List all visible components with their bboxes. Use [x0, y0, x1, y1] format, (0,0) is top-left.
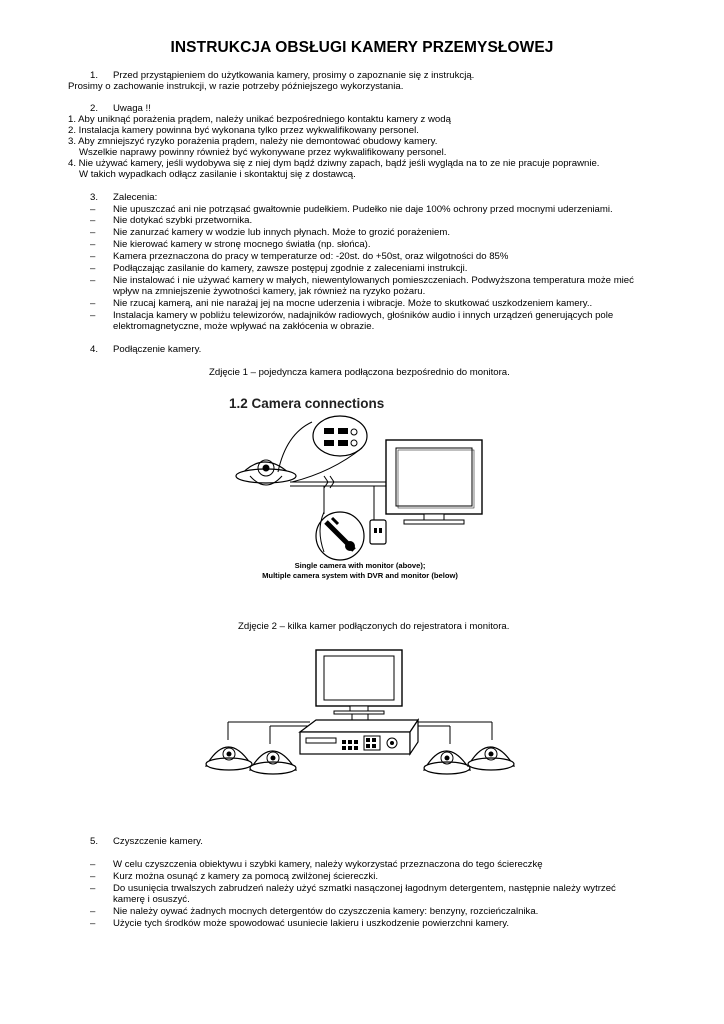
- warning-item: 2. Instalacja kamery powinna być wykonana tylko przez wykwalifikowany personel.: [68, 125, 419, 136]
- bullet-dash: –: [90, 310, 96, 321]
- cleaning-item: W celu czyszczenia obiektywu i szybki kamery, należy wykorzystać przeznaczona do tego ściereczkę: [113, 859, 543, 870]
- recommendation-item: Instalacja kamery w pobliżu telewizorów, nadajników radiowych, głośników audio i innych urządzeń generujących pole: [113, 310, 614, 321]
- dome-camera-icon: [236, 460, 296, 485]
- section-1-number: 1.: [90, 70, 99, 81]
- monitor-icon: [316, 650, 402, 714]
- warning-item: 4. Nie używać kamery, jeśli wydobywa się z niej dym bądź dziwny zapach, bądź jeśli wygląda na to ze nie pracuje poprawnie.: [68, 158, 600, 169]
- bullet-dash: –: [90, 263, 96, 274]
- bullet-dash: –: [90, 215, 96, 226]
- recommendation-item: Nie dotykać szybki przetwornika.: [113, 215, 253, 226]
- dome-camera-icon: [250, 751, 296, 774]
- figure-1-heading: 1.2 Camera connections: [229, 396, 385, 411]
- camera-connection-diagram: [220, 390, 500, 590]
- dome-camera-icon: [206, 747, 252, 770]
- cleaning-item: Nie należy oywać żadnych mocnych detergentów do czyszczenia kamery: benzyny, rozcieńczalnika.: [113, 906, 539, 917]
- section-3-heading: Zalecenia:: [113, 192, 158, 203]
- section-1-line-2: Prosimy o zachowanie instrukcji, w razie potrzeby późniejszego wykorzystania.: [68, 81, 404, 92]
- bullet-dash: –: [90, 298, 96, 309]
- section-2-heading: Uwaga !!: [113, 103, 151, 114]
- section-3-number: 3.: [90, 192, 99, 203]
- warning-item-continuation: W takich wypadkach odłącz zasilanie i skontaktuj się z dostawcą.: [79, 169, 356, 180]
- recommendation-item-continuation: wpływ na zmniejszenie żywotności kamery, jak również na ryzyko pożaru.: [113, 286, 426, 297]
- photo-1-caption: Zdjęcie 1 – pojedyncza kamera podłączona bezpośrednio do monitora.: [209, 367, 510, 378]
- bullet-dash: –: [90, 275, 96, 286]
- bullet-dash: –: [90, 227, 96, 238]
- bullet-dash: –: [90, 239, 96, 250]
- monitor-icon: [386, 440, 482, 524]
- recommendation-item: Nie instalować i nie używać kamery w małych, niewentylowanych pomieszczeniach. Podwyższona temperatura może mieć: [113, 275, 634, 286]
- section-4-heading: Podłączenie kamery.: [113, 344, 202, 355]
- page-title: INSTRUKCJA OBSŁUGI KAMERY PRZEMYSŁOWEJ: [170, 39, 554, 56]
- recommendation-item: Nie kierować kamery w stronę mocnego światła (np. słońca).: [113, 239, 371, 250]
- figure-single-camera-connection: [220, 390, 500, 590]
- recommendation-item: Nie upuszczać ani nie potrząsać gwałtownie pudełkiem. Pudełko nie daje 100% ochrony przed mocnymi uderzeniami.: [113, 204, 613, 215]
- dome-camera-icon: [424, 751, 470, 774]
- recommendation-item-continuation: elektromagnetyczne, może wpływać na zakłócenia w obrazie.: [113, 321, 375, 332]
- photo-2-caption: Zdjęcie 2 – kilka kamer podłączonych do rejestratora i monitora.: [238, 621, 510, 632]
- dvr-system-diagram: [200, 646, 520, 786]
- bullet-dash: –: [90, 883, 96, 894]
- section-5-heading: Czyszczenie kamery.: [113, 836, 203, 847]
- cleaning-item: Użycie tych środków może spowodować usuniecie lakieru i uszkodzenie powierzchni kamery.: [113, 918, 510, 929]
- bullet-dash: –: [90, 918, 96, 929]
- dvr-recorder-icon: [300, 720, 418, 754]
- bullet-dash: –: [90, 204, 96, 215]
- recommendation-item: Podłączając zasilanie do kamery, zawsze postępuj zgodnie z zaleceniami instrukcji.: [113, 263, 468, 274]
- figure-1-caption-line-2: Multiple camera system with DVR and monitor (below): [262, 571, 458, 580]
- section-5-number: 5.: [90, 836, 99, 847]
- dome-camera-icon: [468, 747, 514, 770]
- recommendation-item: Kamera przeznaczona do pracy w temperaturze od: -20st. do +50st, oraz wilgotności do 85%: [113, 251, 509, 262]
- figure-1-caption-line-1: Single camera with monitor (above);: [294, 561, 426, 570]
- warning-item: 1. Aby uniknąć porażenia prądem, należy unikać bezpośredniego kontaktu kamery z wodą: [68, 114, 451, 125]
- warning-item: 3. Aby zmniejszyć ryzyko porażenia prądem, należy nie demontować obudowy kamery.: [68, 136, 438, 147]
- bullet-dash: –: [90, 251, 96, 262]
- bullet-dash: –: [90, 871, 96, 882]
- section-2-number: 2.: [90, 103, 99, 114]
- cleaning-item: Do usunięcia trwalszych zabrudzeń należy użyć szmatki nasączonej łagodnym detergentem, następnie należy wytrzeć: [113, 883, 616, 894]
- bullet-dash: –: [90, 906, 96, 917]
- section-1-line-1: Przed przystąpieniem do użytkowania kamery, prosimy o zapoznanie się z instrukcją.: [113, 70, 475, 81]
- cleaning-item: Kurz można osunąć z kamery za pomocą zwilżonej ściereczki.: [113, 871, 378, 882]
- bullet-dash: –: [90, 859, 96, 870]
- warning-item-continuation: Wszelkie naprawy powinny również być wykonywane przez wykwalifikowany personel.: [79, 147, 447, 158]
- recommendation-item: Nie zanurzać kamery w wodzie lub innych płynach. Może to grozić porażeniem.: [113, 227, 450, 238]
- power-adapter-icon: [370, 520, 386, 544]
- recommendation-item: Nie rzucaj kamerą, ani nie narażaj jej na mocne uderzenia i wibracje. Może to skutkować uszkodzeniem kamery..: [113, 298, 593, 309]
- connector-detail-lower-icon: [316, 512, 364, 560]
- section-4-number: 4.: [90, 344, 99, 355]
- figure-multi-camera-dvr: [200, 646, 520, 786]
- cleaning-item-continuation: kamerę i osuszyć.: [113, 894, 190, 905]
